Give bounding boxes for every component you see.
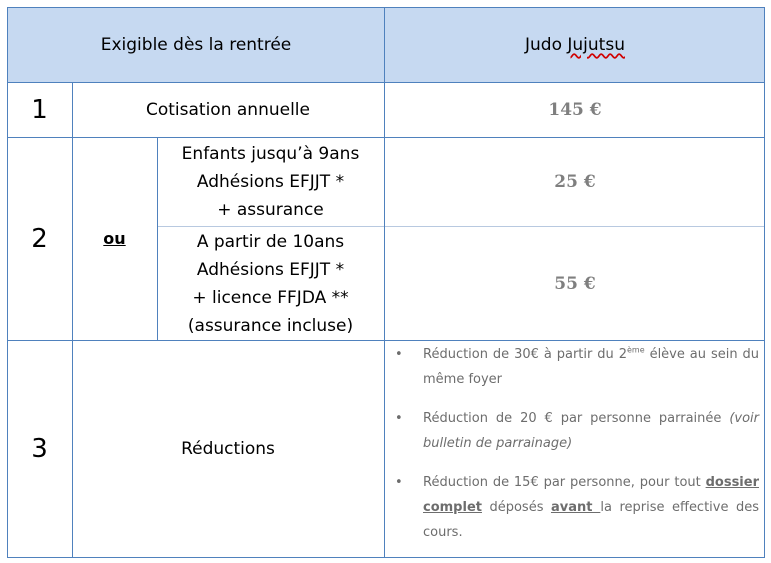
- row2-option-a-price: 25 €: [554, 172, 596, 192]
- option-a-line2: Adhésions EFJJT *: [196, 172, 345, 192]
- spellcheck-word: Jujutsu: [567, 35, 625, 55]
- row2-connector: ou: [103, 229, 126, 248]
- table-border-top: [7, 7, 765, 8]
- reductions-list: [393, 342, 759, 559]
- option-b-line2: Adhésions EFJJT *: [196, 259, 345, 280]
- header-right-cell: [385, 8, 765, 82]
- row3-number: 3: [31, 434, 48, 464]
- option-a-line1: Enfants jusqu’à 9ans: [181, 144, 360, 164]
- reduction-item-2: • Réduction de 20 € par personne parrainée (voir bulletin de parrainage): [393, 406, 759, 456]
- header-left-cell: [7, 8, 385, 82]
- option-a-line3: + assurance: [217, 200, 324, 220]
- reduction-item-1: • Réduction de 30€ à partir du 2ème élève au sein du même foyer: [393, 342, 759, 392]
- row1-number: 1: [31, 94, 48, 125]
- option-b-line3: + licence FFJDA **: [192, 287, 349, 308]
- option-b-line1: A partir de 10ans: [196, 231, 345, 252]
- header-right-label: Judo Jujutsu: [525, 35, 625, 55]
- header-left-label: Exigible dès la rentrée: [100, 35, 292, 55]
- row1-label: Cotisation annuelle: [145, 99, 310, 120]
- reduction-item-3: • Réduction de 15€ par personne, pour tout dossier complet déposés avant la reprise effective des cours.: [393, 470, 759, 545]
- row1-price: 145 €: [548, 99, 602, 120]
- option-b-line4: (assurance incluse): [187, 315, 354, 336]
- row2-option-a: [157, 138, 384, 226]
- row3-label: Réductions: [181, 439, 275, 459]
- row2-option-b: [157, 227, 384, 340]
- row2-number: 2: [31, 223, 48, 254]
- row2-connector-cell: [72, 137, 157, 340]
- row2-option-b-price: 55 €: [554, 273, 596, 294]
